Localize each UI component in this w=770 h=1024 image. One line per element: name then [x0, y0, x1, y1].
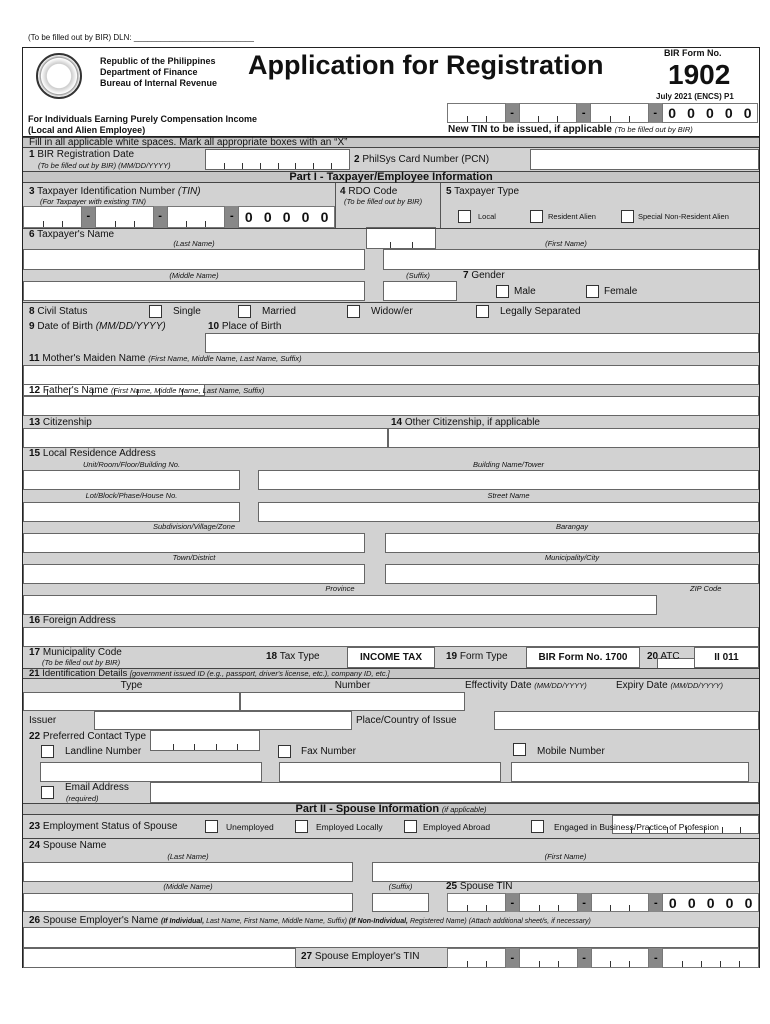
- item23-label: 23 Employment Status of Spouse: [29, 821, 178, 832]
- id-number-field[interactable]: [240, 692, 465, 711]
- barangay-field[interactable]: [385, 533, 759, 553]
- comb-tick: [313, 163, 314, 169]
- comb-tick: [115, 221, 116, 227]
- comb-tick: [205, 221, 206, 227]
- item21-label: 21 Identification Details [government issued ID (e.g., passport, driver's license, etc.), company ID, etc.]: [23, 668, 759, 679]
- comb-tick: [43, 221, 44, 227]
- subtitle-line: (Local and Alien Employee): [28, 125, 146, 135]
- spouse-employer-name-field[interactable]: [23, 927, 759, 948]
- tin-separator: -: [649, 948, 662, 968]
- spouse-last-name-field[interactable]: [23, 862, 353, 882]
- tin-separator: -: [154, 206, 167, 228]
- item4-label: 4 RDO Code: [340, 186, 398, 197]
- tin-branch-digit: 0: [724, 105, 733, 121]
- agency-line: Bureau of Internal Revenue: [100, 78, 218, 88]
- option-label: Unemployed: [226, 822, 274, 832]
- tin-branch-digit: 0: [725, 894, 734, 911]
- tin-branch-digit: 0: [244, 209, 253, 225]
- comb-tick: [134, 221, 135, 227]
- spouse-first-name-caption: (First Name): [544, 852, 587, 861]
- spouse-employer-tin-field[interactable]: [447, 948, 759, 968]
- philsys-card-number-field[interactable]: [530, 149, 759, 170]
- agency-line: Department of Finance: [100, 67, 198, 77]
- taxpayer-type-local-checkbox[interactable]: [458, 210, 471, 223]
- gender-male-checkbox[interactable]: [496, 285, 509, 298]
- item12-label: 12 Father's Name (First Name, Middle Name, Last Name, Suffix): [29, 385, 265, 396]
- fax-checkbox[interactable]: [278, 745, 291, 758]
- option-label: Local: [478, 212, 496, 221]
- form-type-value: BIR Form No. 1700: [526, 647, 640, 668]
- comb-tick: [278, 163, 279, 169]
- tin-separator: -: [225, 206, 238, 228]
- fathers-name-field[interactable]: [23, 396, 759, 416]
- id-number-header: Number: [334, 680, 371, 691]
- comb-tick: [62, 221, 63, 227]
- item11-label: 11 Mother's Maiden Name (First Name, Middle Name, Last Name, Suffix): [29, 353, 302, 364]
- landline-number-field[interactable]: [40, 762, 262, 782]
- comb-tick: [720, 961, 721, 967]
- instructions: Fill in all applicable white spaces. Mark all appropriate boxes with an “X”: [23, 137, 759, 148]
- first-name-field[interactable]: [383, 249, 759, 270]
- municipality-caption: Municipality/City: [544, 553, 600, 562]
- issuer-field[interactable]: [94, 711, 352, 730]
- street-caption: Street Name: [487, 491, 530, 500]
- option-label: Employed Locally: [316, 822, 383, 832]
- comb-tick: [467, 116, 468, 122]
- comb-tick: [538, 116, 539, 122]
- comb-tick: [194, 744, 195, 750]
- form-no-label: BIR Form No.: [664, 48, 722, 58]
- id-type-field[interactable]: [23, 692, 240, 711]
- comb-tick: [331, 163, 332, 169]
- landline-checkbox[interactable]: [41, 745, 54, 758]
- comb-tick: [486, 116, 487, 122]
- municipality-code-field[interactable]: [150, 730, 260, 751]
- mothers-maiden-name-field[interactable]: [23, 365, 759, 385]
- comb-tick: [260, 163, 261, 169]
- item17-note: (To be filled out by BIR): [42, 658, 121, 667]
- tin-separator: -: [649, 893, 662, 912]
- town-field[interactable]: [23, 564, 365, 584]
- item3-note: (For Taxpayer with existing TIN): [40, 197, 147, 206]
- item18-label: 18 Tax Type: [266, 651, 320, 662]
- citizenship-field[interactable]: [23, 428, 388, 448]
- municipality-field[interactable]: [385, 564, 759, 584]
- comb-tick: [558, 905, 559, 911]
- comb-tick: [610, 961, 611, 967]
- mobile-label: Mobile Number: [537, 746, 605, 757]
- mobile-number-field[interactable]: [511, 762, 749, 782]
- last-name-field[interactable]: [23, 249, 365, 270]
- tin-branch-digit: 0: [705, 105, 714, 121]
- lot-field[interactable]: [23, 502, 240, 522]
- part2-header: Part II - Spouse Information (if applicable): [23, 803, 759, 815]
- fax-label: Fax Number: [301, 746, 357, 757]
- comb-tick: [558, 961, 559, 967]
- comb-tick: [173, 744, 174, 750]
- province-caption: Province: [325, 584, 355, 593]
- civil-status-single-checkbox[interactable]: [149, 305, 162, 318]
- comb-tick: [486, 961, 487, 967]
- item1-note: (To be filled out by BIR) (MM/DD/YYYY): [38, 161, 171, 170]
- suffix-caption: (Suffix): [406, 271, 430, 280]
- option-label: Employed Abroad: [423, 822, 491, 832]
- taxpayer-tin-field[interactable]: [23, 206, 335, 228]
- option-label: Married: [262, 306, 296, 317]
- place-of-issue-label: Place/Country of Issue: [356, 715, 457, 726]
- item25-label: 25 Spouse TIN: [446, 881, 513, 892]
- unit-field[interactable]: [23, 470, 240, 490]
- effectivity-date-header: Effectivity Date (MM/DD/YYYY): [465, 680, 587, 691]
- comb-tick: [557, 116, 558, 122]
- option-label: Male: [514, 286, 536, 297]
- comb-tick: [467, 961, 468, 967]
- comb-tick: [722, 827, 723, 833]
- item6-label: 6 Taxpayer's Name: [29, 229, 115, 240]
- landline-label: Landline Number: [65, 746, 142, 757]
- item27-label: 27 Spouse Employer's TIN: [301, 951, 420, 962]
- mobile-checkbox[interactable]: [513, 743, 526, 756]
- email-checkbox[interactable]: [41, 786, 54, 799]
- spouse-tin-field[interactable]: [447, 893, 759, 912]
- subdivision-field[interactable]: [23, 533, 365, 553]
- form-number: 1902: [668, 59, 731, 90]
- tin-separator: -: [578, 893, 591, 912]
- dln-label: (To be filled out by BIR) DLN: ___________________________: [28, 33, 254, 42]
- comb-tick: [295, 163, 296, 169]
- suffix-field[interactable]: [383, 281, 457, 301]
- id-type-header: Type: [120, 680, 143, 691]
- item5-label: 5 Taxpayer Type: [446, 186, 520, 197]
- other-citizenship-field[interactable]: [388, 428, 759, 448]
- middle-name-field[interactable]: [23, 281, 365, 301]
- comb-tick: [739, 961, 740, 967]
- item3-label: 3 Taxpayer Identification Number (TIN): [29, 186, 201, 197]
- tin-branch-digit: 0: [668, 894, 677, 911]
- item4-note: (To be filled out by BIR): [344, 197, 423, 206]
- tin-branch-digit: 0: [687, 894, 696, 911]
- option-label: Widow/er: [371, 306, 413, 317]
- building-field[interactable]: [258, 470, 759, 490]
- foreign-address-field[interactable]: [23, 627, 759, 647]
- tin-branch-digit: 0: [263, 209, 272, 225]
- subtitle-line: For Individuals Earning Purely Compensation Income: [28, 114, 258, 124]
- item26-label: 26 Spouse Employer's Name (If Individual, Last Name, First Name, Middle Name, Suffix) (If Non-Individual, Registered Name) (Attach additional sheet/s, if necessary): [29, 915, 591, 926]
- item9-label: 9 Date of Birth (MM/DD/YYYY): [29, 321, 166, 332]
- comb-tick: [224, 163, 225, 169]
- email-label: Email Address: [65, 782, 129, 793]
- subdivision-caption: Subdivision/Village/Zone: [153, 522, 235, 531]
- tin-branch-digit: 0: [743, 105, 752, 121]
- atc-value: II 011: [694, 647, 759, 668]
- street-field[interactable]: [258, 502, 759, 522]
- item20-label: 20 ATC: [647, 651, 680, 662]
- tin-branch-digit: 0: [668, 105, 677, 121]
- item15-label: 15 Local Residence Address: [29, 448, 156, 459]
- item24-label: 24 Spouse Name: [29, 840, 107, 851]
- town-caption: Town/District: [172, 553, 216, 562]
- item8-label: 8 Civil Status: [29, 306, 88, 317]
- place-of-birth-field[interactable]: [205, 333, 759, 353]
- option-label: Resident Alien: [548, 212, 596, 221]
- spouse-employed-locally-checkbox[interactable]: [295, 820, 308, 833]
- comb-tick: [486, 905, 487, 911]
- tin-branch-digit: 0: [687, 105, 695, 121]
- form-title: Application for Registration: [248, 50, 604, 80]
- item14-label: 14 Other Citizenship, if applicable: [391, 417, 540, 428]
- last-name-caption: (Last Name): [173, 239, 215, 248]
- comb-tick: [629, 116, 630, 122]
- civil-status-widower-checkbox[interactable]: [347, 305, 360, 318]
- spouse-middle-name-field[interactable]: [23, 893, 353, 912]
- spouse-suffix-field[interactable]: [372, 893, 429, 912]
- spouse-employer-name-field-2[interactable]: [23, 948, 296, 968]
- comb-tick: [740, 827, 741, 833]
- comb-tick: [539, 961, 540, 967]
- spouse-last-name-caption: (Last Name): [167, 852, 209, 861]
- barangay-caption: Barangay: [555, 522, 589, 531]
- form-version: July 2021 (ENCS) P1: [656, 92, 734, 101]
- civil-status-separated-checkbox[interactable]: [476, 305, 489, 318]
- bir-seal-logo: [36, 53, 82, 99]
- expiry-date-header: Expiry Date (MM/DD/YYYY): [616, 680, 723, 691]
- comb-tick: [701, 961, 702, 967]
- province-field[interactable]: [23, 595, 657, 615]
- tin-separator: -: [82, 206, 95, 228]
- tin-branch-digit: 0: [706, 894, 715, 911]
- spouse-unemployed-checkbox[interactable]: [205, 820, 218, 833]
- issuer-label: Issuer: [29, 715, 57, 726]
- part1-header: Part I - Taxpayer/Employee Information: [23, 171, 759, 183]
- fax-number-field[interactable]: [279, 762, 501, 782]
- comb-tick: [186, 221, 187, 227]
- tin-branch-digit: 0: [320, 209, 329, 225]
- option-label: Single: [173, 306, 201, 317]
- comb-tick: [610, 116, 611, 122]
- item13-label: 13 Citizenship: [29, 417, 92, 428]
- gender-female-checkbox[interactable]: [586, 285, 599, 298]
- new-tin-label: New TIN to be issued, if applicable (To be filled out by BIR): [448, 124, 693, 135]
- tin-separator: -: [506, 893, 519, 912]
- form-subtitle: [28, 114, 257, 136]
- comb-tick: [629, 905, 630, 911]
- item7-label: 7 Gender: [463, 270, 505, 281]
- item16-label: 16 Foreign Address: [29, 615, 116, 626]
- tin-branch-digit: 0: [282, 209, 291, 225]
- tin-separator: -: [506, 103, 519, 123]
- option-label: Legally Separated: [500, 306, 581, 317]
- first-name-caption: (First Name): [545, 239, 587, 248]
- agency-block: [100, 56, 217, 89]
- spouse-suffix-caption: (Suffix): [388, 882, 413, 891]
- tin-separator: -: [649, 103, 662, 123]
- tin-branch-digit: 0: [301, 209, 310, 225]
- bir-registration-date-field[interactable]: [205, 149, 350, 170]
- lot-caption: Lot/Block/Phase/House No.: [85, 491, 178, 500]
- tin-branch-digit: 0: [744, 894, 753, 911]
- taxpayer-type-resident-alien-checkbox[interactable]: [530, 210, 543, 223]
- comb-tick: [629, 961, 630, 967]
- email-address-field[interactable]: [150, 782, 759, 803]
- unit-caption: Unit/Room/Floor/Building No.: [82, 460, 181, 469]
- comb-tick: [610, 905, 611, 911]
- spouse-employed-abroad-checkbox[interactable]: [404, 820, 417, 833]
- comb-tick: [539, 905, 540, 911]
- comb-tick: [682, 961, 683, 967]
- zip-caption: ZIP Code: [690, 584, 722, 593]
- middle-name-caption: (Middle Name): [169, 271, 219, 280]
- civil-status-married-checkbox[interactable]: [238, 305, 251, 318]
- building-caption: Building Name/Tower: [472, 460, 544, 469]
- option-label: Special Non-Resident Alien: [638, 212, 729, 221]
- email-note: (required): [66, 794, 99, 803]
- spouse-middle-name-caption: (Middle Name): [163, 882, 213, 891]
- agency-line: Republic of the Philippines: [100, 56, 216, 66]
- place-of-issue-field[interactable]: [494, 711, 759, 730]
- item10-label: 10 Place of Birth: [208, 321, 282, 332]
- tin-separator: -: [506, 948, 519, 968]
- option-label: Female: [604, 286, 638, 297]
- item19-label: 19 Form Type: [446, 651, 508, 662]
- taxpayer-type-special-nonresident-checkbox[interactable]: [621, 210, 634, 223]
- item17-label: 17 Municipality Code: [29, 647, 122, 658]
- tax-type-value: INCOME TAX: [347, 647, 435, 668]
- item2-label: 2 PhilSys Card Number (PCN): [354, 154, 490, 165]
- new-tin-field[interactable]: [447, 103, 758, 123]
- spouse-business-checkbox[interactable]: [531, 820, 544, 833]
- comb-tick: [467, 905, 468, 911]
- item1-label: 1 BIR Registration Date: [29, 149, 135, 160]
- option-label: Engaged in Business/Practice of Profession: [554, 822, 719, 832]
- tin-separator: -: [577, 103, 590, 123]
- comb-tick: [242, 163, 243, 169]
- comb-tick: [216, 744, 217, 750]
- spouse-first-name-field[interactable]: [372, 862, 759, 882]
- comb-tick: [237, 744, 238, 750]
- tin-separator: -: [578, 948, 591, 968]
- item22-label: 22 Preferred Contact Type: [29, 731, 147, 742]
